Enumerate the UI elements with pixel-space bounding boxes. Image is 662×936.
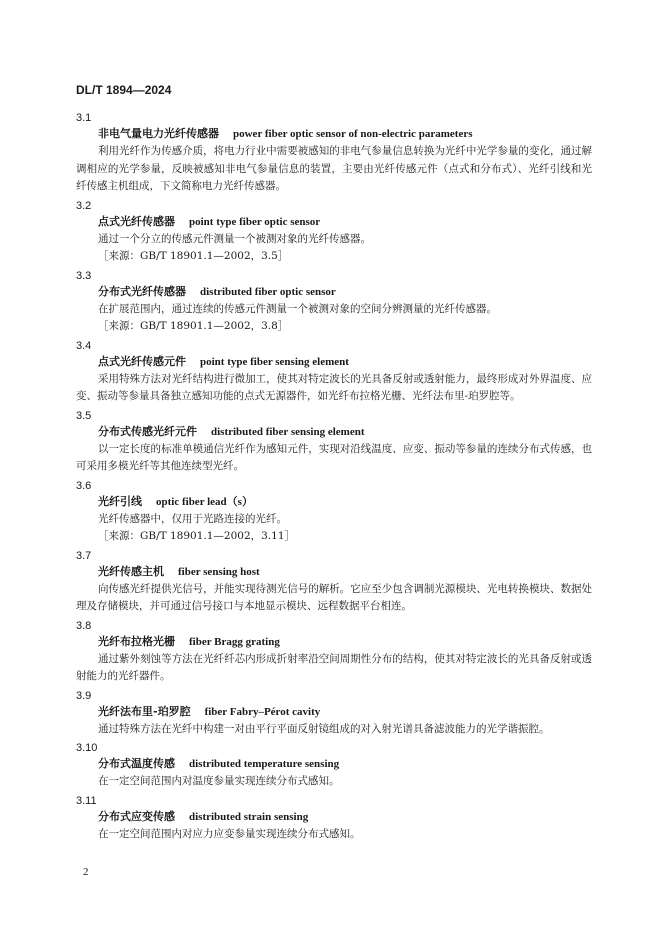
term-definition: 通过紫外刻蚀等方法在光纤纤芯内形成折射率沿空间周期性分布的结构，使其对特定波长的光具备反射或透射能力的光纤器件。 [76, 652, 592, 682]
term-english: distributed temperature sensing [189, 758, 340, 770]
term-heading [76, 125, 592, 143]
term-number: 3.4 [76, 339, 92, 352]
term-entry [76, 409, 592, 476]
term-definition: 利用光纤作为传感介质，将电力行业中需要被感知的非电气参量信息转换为光纤中光学参量的变化，通过解调相应的光学参量，反映被感知非电气参量信息的装置，主要由光纤传感元件（点式和分布式）、光纤引线和光纤传感主机组成，下文简称电力光纤传感器。 [76, 145, 592, 192]
term-number: 3.2 [76, 199, 92, 212]
term-chinese: 分布式传感光纤元件 [98, 424, 197, 438]
term-heading [76, 353, 592, 371]
term-number: 3.3 [76, 269, 92, 282]
term-definition: 向传感光纤提供光信号，并能实现待测光信号的解析。它应至少包含调制光源模块、光电转换模块、数据处理及存储模块，并可通过信号接口与本地显示模块、远程数据平台相连。 [76, 582, 592, 612]
term-entry [76, 111, 592, 196]
term-number: 3.11 [76, 794, 97, 807]
term-number: 3.7 [76, 549, 92, 562]
term-number: 3.1 [76, 112, 92, 124]
term-heading [76, 213, 592, 231]
term-english: power fiber optic sensor of non-electric parameters [233, 128, 473, 140]
term-chinese: 光纤引线 [98, 494, 142, 508]
term-chinese: 分布式温度传感 [98, 757, 175, 770]
term-english: distributed fiber sensing element [211, 425, 365, 438]
term-entry [76, 619, 592, 686]
term-heading [76, 703, 592, 721]
term-source: ［来源：GB/T 18901.1—2002，3.11］ [98, 530, 296, 542]
term-english: point type fiber optic sensor [189, 215, 321, 228]
term-heading [76, 493, 592, 511]
term-entry [76, 689, 592, 739]
term-english: optic fiber lead（s） [156, 495, 253, 508]
term-definition: 光纤传感器中，仅用于光路连接的光纤。 [98, 512, 287, 525]
term-chinese: 光纤布拉格光栅 [98, 634, 175, 648]
page-number: 2 [83, 866, 89, 878]
term-source: ［来源：GB/T 18901.1—2002，3.8］ [98, 320, 289, 332]
term-entry [76, 479, 592, 546]
term-chinese: 点式光纤传感器 [98, 214, 175, 228]
term-english: fiber Fabry–Pérot cavity [204, 705, 321, 718]
term-english: fiber sensing host [178, 565, 260, 578]
term-chinese: 非电气量电力光纤传感器 [98, 127, 219, 140]
term-number: 3.6 [76, 479, 92, 492]
term-number: 3.10 [76, 742, 98, 754]
term-definition: 通过特殊方法在光纤中构建一对由平行平面反射镜组成的对入射光谱具备滤波能力的光学谐振腔。 [98, 722, 550, 735]
term-entry [76, 741, 592, 791]
term-entry [76, 199, 592, 266]
term-definition: 以一定长度的标准单模通信光纤作为感知元件，实现对沿线温度、应变、振动等参量的连续分布式传感，也可采用多模光纤等其他连续型光纤。 [76, 442, 592, 472]
term-source: ［来源：GB/T 18901.1—2002，3.5］ [98, 250, 289, 262]
term-number: 3.9 [76, 689, 92, 702]
term-definition: 在一定空间范围内对温度参量实现连续分布式感知。 [98, 775, 340, 787]
terms-section [76, 108, 592, 843]
term-number: 3.5 [76, 409, 92, 422]
term-chinese: 光纤传感主机 [98, 564, 164, 578]
term-entry [76, 339, 592, 406]
term-heading [76, 283, 592, 301]
term-entry [76, 794, 592, 844]
term-english: distributed strain sensing [189, 810, 309, 823]
term-english: point type fiber sensing element [200, 355, 349, 368]
document-code: DL/T 1894—2024 [76, 83, 172, 97]
term-definition: 在一定空间范围内对应力应变参量实现连续分布式感知。 [98, 827, 361, 840]
term-heading [76, 755, 592, 773]
term-definition: 在扩展范围内，通过连续的传感元件测量一个被测对象的空间分辨测量的光纤传感器。 [98, 302, 497, 315]
term-heading [76, 423, 592, 441]
term-heading [76, 563, 592, 581]
term-entry [76, 549, 592, 616]
term-heading [76, 808, 592, 826]
term-chinese: 点式光纤传感元件 [98, 354, 186, 368]
term-english: distributed fiber optic sensor [200, 285, 336, 298]
term-entry [76, 269, 592, 336]
term-definition: 通过一个分立的传感元件测量一个被测对象的光纤传感器。 [98, 232, 371, 245]
term-chinese: 分布式光纤传感器 [98, 284, 186, 298]
term-definition: 采用特殊方法对光纤结构进行微加工，使其对特定波长的光具备反射或透射能力，最终形成对外界温度、应变、振动等参量具备独立感知功能的点式无源器件，如光纤布拉格光栅、光纤法布里-珀罗腔等。 [76, 372, 592, 402]
term-english: fiber Bragg grating [189, 635, 280, 648]
term-chinese: 分布式应变传感 [98, 809, 175, 823]
term-heading [76, 633, 592, 651]
term-number: 3.8 [76, 619, 92, 632]
term-chinese: 光纤法布里-珀罗腔 [98, 704, 191, 718]
